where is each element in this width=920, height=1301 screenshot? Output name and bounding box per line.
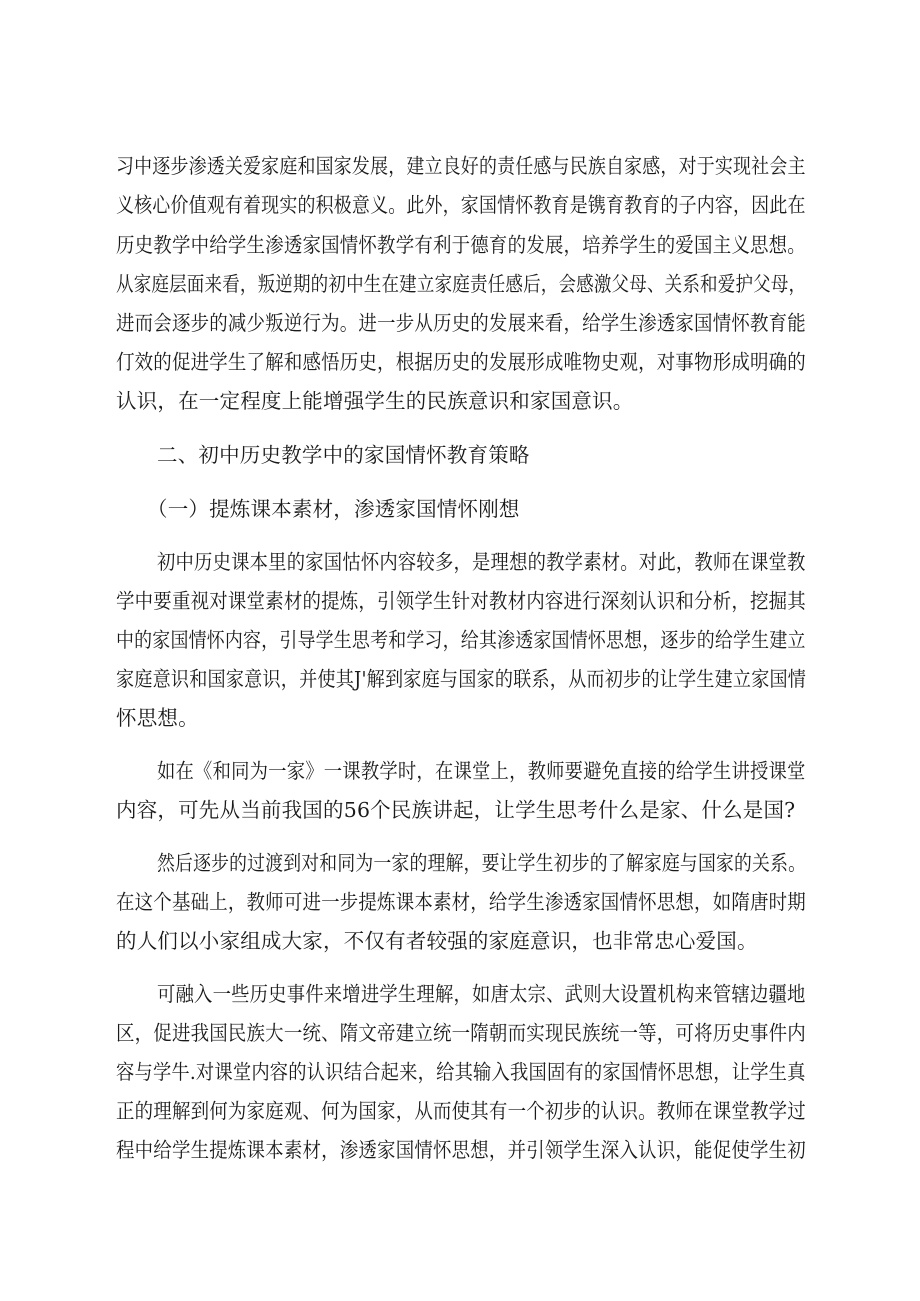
body-text-line: 内容，可先从当前我国的56个民族讲起，让学生思考什么是家、什么是国?	[116, 798, 796, 822]
body-text-line: 家庭意识和国家意识，并使其J'解到家庭与国家的联系，从而初步的让学生建立家国情	[116, 667, 807, 691]
body-text-line: 学中要重视对课堂素材的提炼，引领学生针对教材内容进行深刻认识和分析，挖掘其	[116, 589, 806, 613]
body-text-line: 历史教学中给学生渗透家国情怀教学有利于德育的发展，培养学生的爱国主义思想。	[116, 233, 806, 257]
body-text-line: 然后逐步的过渡到对和同为一家的理解，要让学生初步的了解家庭与国家的关系。	[157, 851, 807, 875]
body-text-line: 区，促进我国民族大一统、隋文帝建立统一隋朝而实现民族统一等，可将历史事件内	[116, 1021, 806, 1045]
body-text-line: 容与学牛.对课堂内容的认识结合起来，给其输入我国固有的家国情怀思想，让学生真	[116, 1060, 806, 1084]
body-text-line: 正的理解到何为家庭观、何为国家，从而使其有一个初步的认识。教师在课堂教学过	[116, 1099, 806, 1123]
body-text-line: 习中逐步渗透关爱家庭和国家发展，建立良好的责任感与民族自家感，对于实现社会主	[116, 154, 806, 178]
body-text-line: 认识，在一定程度上能增强学生的民族意识和家国意识。	[116, 389, 634, 413]
body-text-line: 可融入一些历史事件来增进学生理解，如唐太宗、武则大设置机构来管辖边疆地	[157, 982, 806, 1006]
body-text-line: 如在《和同为一家》一课教学时，在课堂上，教师要避免直接的给学生讲授课堂	[157, 759, 806, 783]
body-text-line: 中的家国情怀内容，引导学生思考和学习，给其渗透家国情怀思想，逐步的给学生建立	[116, 628, 806, 652]
body-text-line: 仃效的促进学生了解和感悟历史，根据历史的发展形成唯物史观，对事物形成明确的	[116, 350, 806, 374]
body-text-line: 义核心价值观有着现实的积极意义。此外，家国情怀教育是镌育教育的子内容，因此在	[116, 193, 806, 217]
body-text-line: 的人们以小家组成大家，不仅有者较强的家庭意识，也非常忠心爱国。	[116, 929, 758, 953]
section-heading: 二、初中历史教学中的家国情怀教育策略	[157, 443, 530, 467]
subsection-heading: （一）提炼课本素材，渗透家国情怀刚想	[147, 497, 520, 521]
body-text-line: 初中历史课本里的家国怙怀内容较多，是理想的教学素材。对此，教师在课堂教	[157, 550, 806, 574]
body-text-line: 怀思想。	[116, 706, 199, 730]
body-text-line: 进而会逐步的减少叛逆行为。进一步从历史的发展来看，给学生渗透家国情怀教育能	[116, 311, 806, 335]
body-text-line: 从家庭层面来看，叛逆期的初中生在建立家庭责任感后，会感激父母、关系和爱护父母，	[116, 272, 807, 296]
body-text-line: 程中给学生提炼课本素材，渗透家国情怀思想，并引领学生深入认识，能促使学生初	[116, 1138, 806, 1162]
body-text-line: 在这个基础上，教师可进一步提炼课本素材，给学生渗透家国情怀思想，如隋唐时期	[116, 890, 806, 914]
